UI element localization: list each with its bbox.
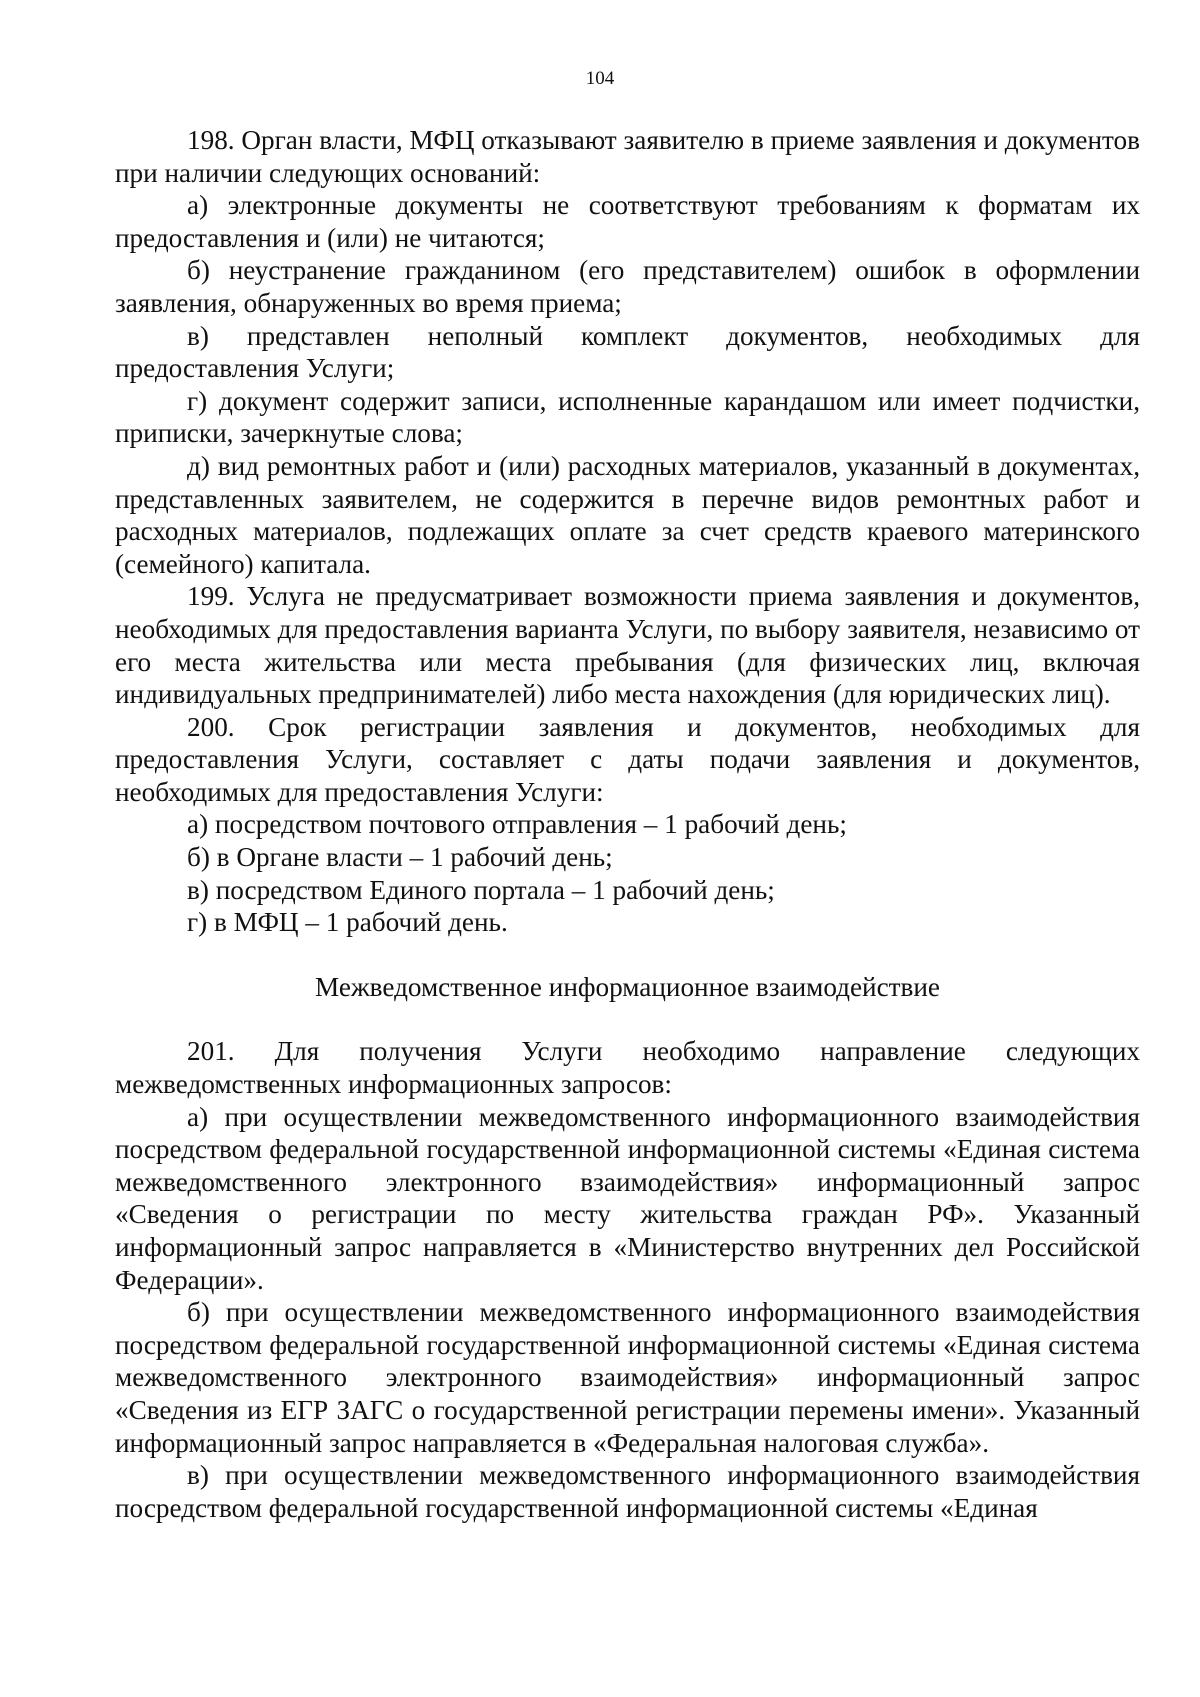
- document-body: [115, 124, 1140, 1524]
- paragraph-200-g: г) в МФЦ – 1 рабочий день.: [187, 907, 508, 938]
- paragraph-201-v: в) при осуществлении межведомственного информационного взаимодействия посредством федеральной государственной информационной системы «Единая: [115, 1460, 1140, 1523]
- paragraph-200: 200. Срок регистрации заявления и документов, необходимых для предоставления Услуги, составляет с даты подачи заявления и документов, необходимых для предоставления Услуги:: [115, 711, 1140, 807]
- paragraph-201-a: а) при осуществлении межведомственного информационного взаимодействия посредством федеральной государственной информационной системы «Единая система межведомственного электронного взаимодействия» информационный запрос «Сведения о регистрации по месту жительства граждан РФ». Указанный информационный запрос направляется в «Министерство внутренних дел Российской Федерации».: [115, 1101, 1140, 1295]
- paragraph-199: 199. Услуга не предусматривает возможности приема заявления и документов, необходимых для предоставления варианта Услуги, по выбору заявителя, независимо от его места жительства или места пребывания (для физических лиц, включая индивидуальных предпринимателей) либо места нахождения (для юридических лиц).: [115, 581, 1140, 710]
- paragraph-198-a: а) электронные документы не соответствуют требованиям к форматам их предоставления и (или) не читаются;: [115, 190, 1140, 253]
- section-heading: Межведомственное информационное взаимодействие: [315, 971, 940, 1002]
- paragraph-200-b: б) в Органе власти – 1 рабочий день;: [187, 842, 613, 873]
- paragraph-201: 201. Для получения Услуги необходимо направление следующих межведомственных информационных запросов:: [115, 1036, 1140, 1100]
- page-number: 104: [585, 68, 615, 89]
- paragraph-198-b: б) неустранение гражданином (его представителем) ошибок в оформлении заявления, обнаруженных во время приема;: [115, 255, 1140, 318]
- paragraph-201-b: б) при осуществлении межведомственного информационного взаимодействия посредством федеральной государственной информационной системы «Единая система межведомственного электронного взаимодействия» информационный запрос «Сведения из ЕГР ЗАГС о государственной регистрации перемены имени». Указанный информационный запрос направляется в «Федеральная налоговая служба».: [115, 1297, 1140, 1458]
- paragraph-198-v: в) представлен неполный комплект документов, необходимых для предоставления Услуги;: [115, 320, 1140, 384]
- paragraph-200-a: а) посредством почтового отправления – 1 рабочий день;: [187, 809, 847, 840]
- paragraph-198-d: д) вид ремонтных работ и (или) расходных материалов, указанный в документах, представленных заявителем, не содержится в перечне видов ремонтных работ и расходных материалов, подлежащих оплате за счет средств краевого материнского (семейного) капитала.: [115, 450, 1140, 579]
- paragraph-200-v: в) посредством Единого портала – 1 рабочий день;: [187, 874, 775, 905]
- paragraph-198-g: г) документ содержит записи, исполненные карандашом или имеет подчистки, приписки, зачеркнутые слова;: [115, 385, 1140, 449]
- paragraph-198: 198. Орган власти, МФЦ отказывают заявителю в приеме заявления и документов при наличии следующих оснований:: [115, 125, 1140, 188]
